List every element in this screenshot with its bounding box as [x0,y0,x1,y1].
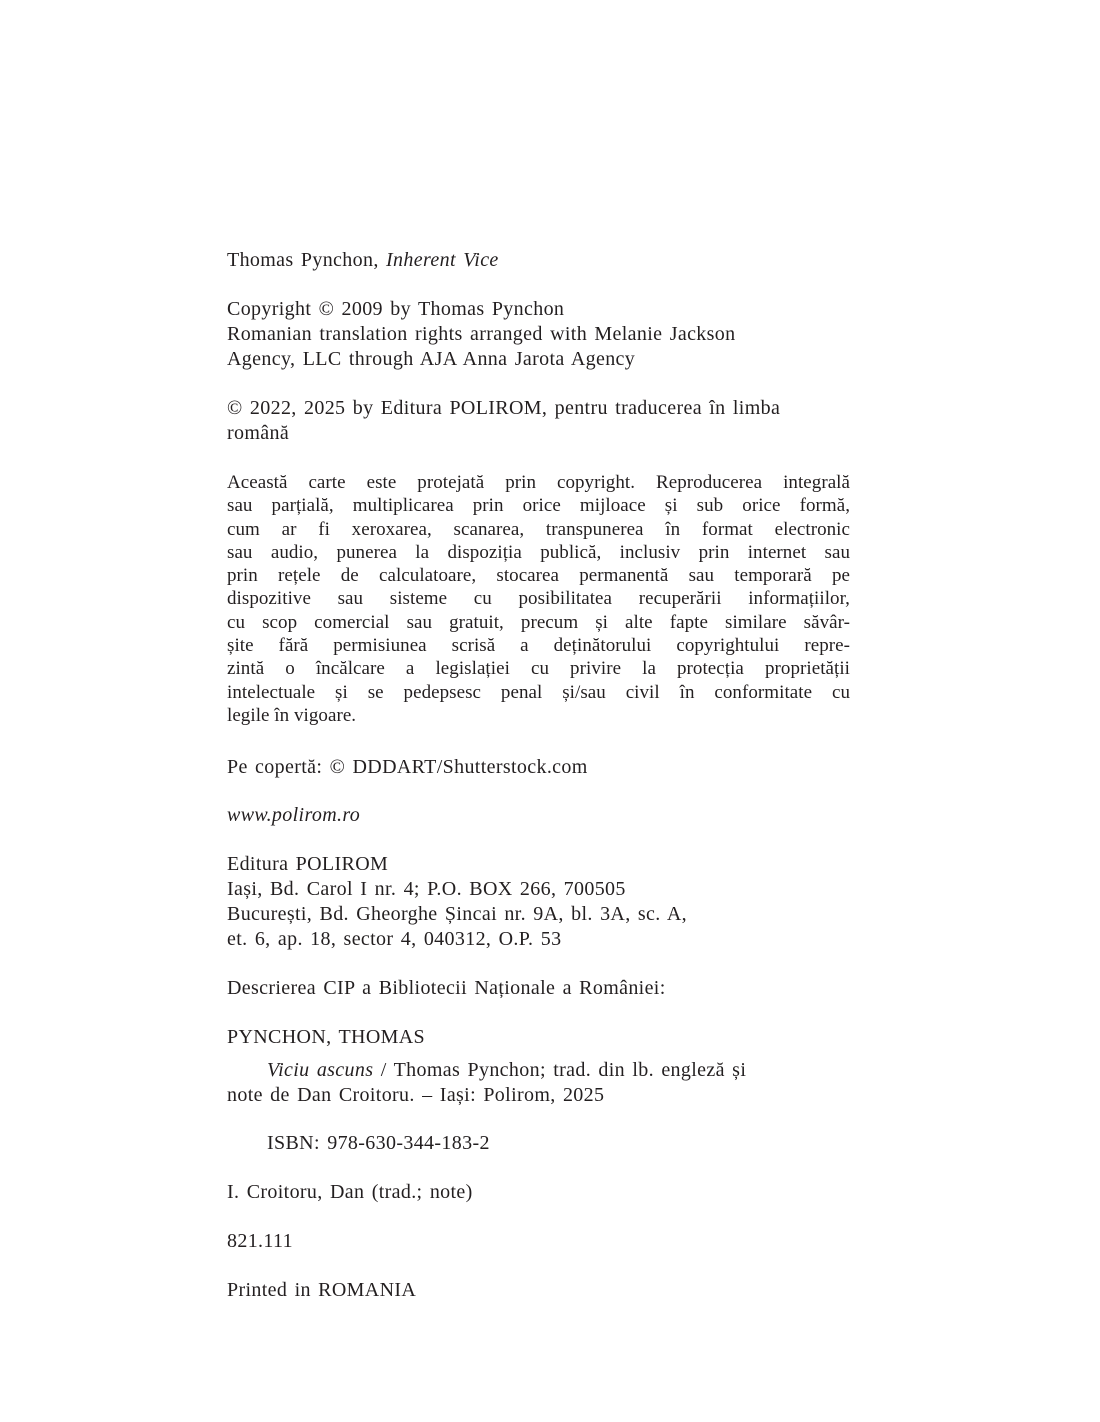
legal-notice-line: legile în vigoare. [227,704,357,726]
legal-notice [227,471,850,727]
cip-added-entry: I. Croitoru, Dan (trad.; note) [227,1181,473,1203]
website-line [227,803,855,828]
cip-isbn: ISBN: 978-630-344-183-2 [267,1132,490,1154]
legal-notice-line: dispozitive sau sisteme cu posibilitatea recuperării informațiilor, [227,588,850,610]
cip-description-line: note de Dan Croitoru. – Iași: Polirom, 2025 [227,1084,605,1106]
copyright-original-line: Agency, LLC through AJA Anna Jarota Agency [227,348,636,370]
original-title: Inherent Vice [386,249,499,271]
legal-notice-line: sau parțială, multiplicarea prin orice mijloace și sub orice formă, [227,495,850,517]
legal-notice-line: zintă o încălcare a legislației cu privire la protecția proprietății [227,658,850,680]
original-title-line [227,248,855,273]
website-link[interactable]: www.polirom.ro [227,804,361,826]
publisher-name: Editura POLIROM [227,853,389,875]
legal-notice-line: sau audio, punerea la dispoziția publică, inclusiv prin internet sau [227,541,850,563]
cip-title: Viciu ascuns [267,1059,374,1081]
legal-notice-line: șite fără permisiunea scrisă a deținătorului copyrightului repre- [227,635,850,657]
cip-description-rest: / Thomas Pynchon; trad. din lb. engleză și [373,1059,747,1081]
publisher-address-line: et. 6, ap. 18, sector 4, 040312, O.P. 53 [227,928,562,950]
cip-description [227,1058,855,1108]
copyright-translation-block [227,396,855,446]
cip-heading: Descrierea CIP a Bibliotecii Naționale a României: [227,977,666,999]
copyright-translation-line: © 2022, 2025 by Editura POLIROM, pentru traducerea în limba [227,397,781,419]
legal-notice-line: cu scop comercial sau gratuit, precum și alte fapte similare săvâr- [227,611,850,633]
publisher-address-block [227,852,855,952]
copyright-original-line: Romanian translation rights arranged with Melanie Jackson [227,323,736,345]
copyright-original-block [227,297,855,372]
cover-credit: Pe copertă: © DDDART/Shutterstock.com [227,756,588,778]
publisher-address-line: București, Bd. Gheorghe Șincai nr. 9A, bl. 3A, sc. A, [227,903,688,925]
legal-notice-line: prin rețele de calculatoare, stocarea permanentă sau temporară pe [227,565,850,587]
legal-notice-line: cum ar fi xeroxarea, scanarea, transpunerea în format electronic [227,518,850,540]
legal-notice-line: intelectuale și se pedepsesc penal și/sau civil în conformitate cu [227,681,850,703]
publisher-address-line: Iași, Bd. Carol I nr. 4; P.O. BOX 266, 700505 [227,878,626,900]
original-author: Thomas Pynchon, [227,249,387,271]
cip-author-heading: PYNCHON, THOMAS [227,1026,426,1048]
cip-classification: 821.111 [227,1230,293,1252]
legal-notice-line: Această carte este protejată prin copyright. Reproducerea integrală [227,472,850,493]
copyright-original-line: Copyright © 2009 by Thomas Pynchon [227,298,565,320]
printed-in: Printed in ROMANIA [227,1279,417,1301]
copyright-translation-line: română [227,422,290,444]
